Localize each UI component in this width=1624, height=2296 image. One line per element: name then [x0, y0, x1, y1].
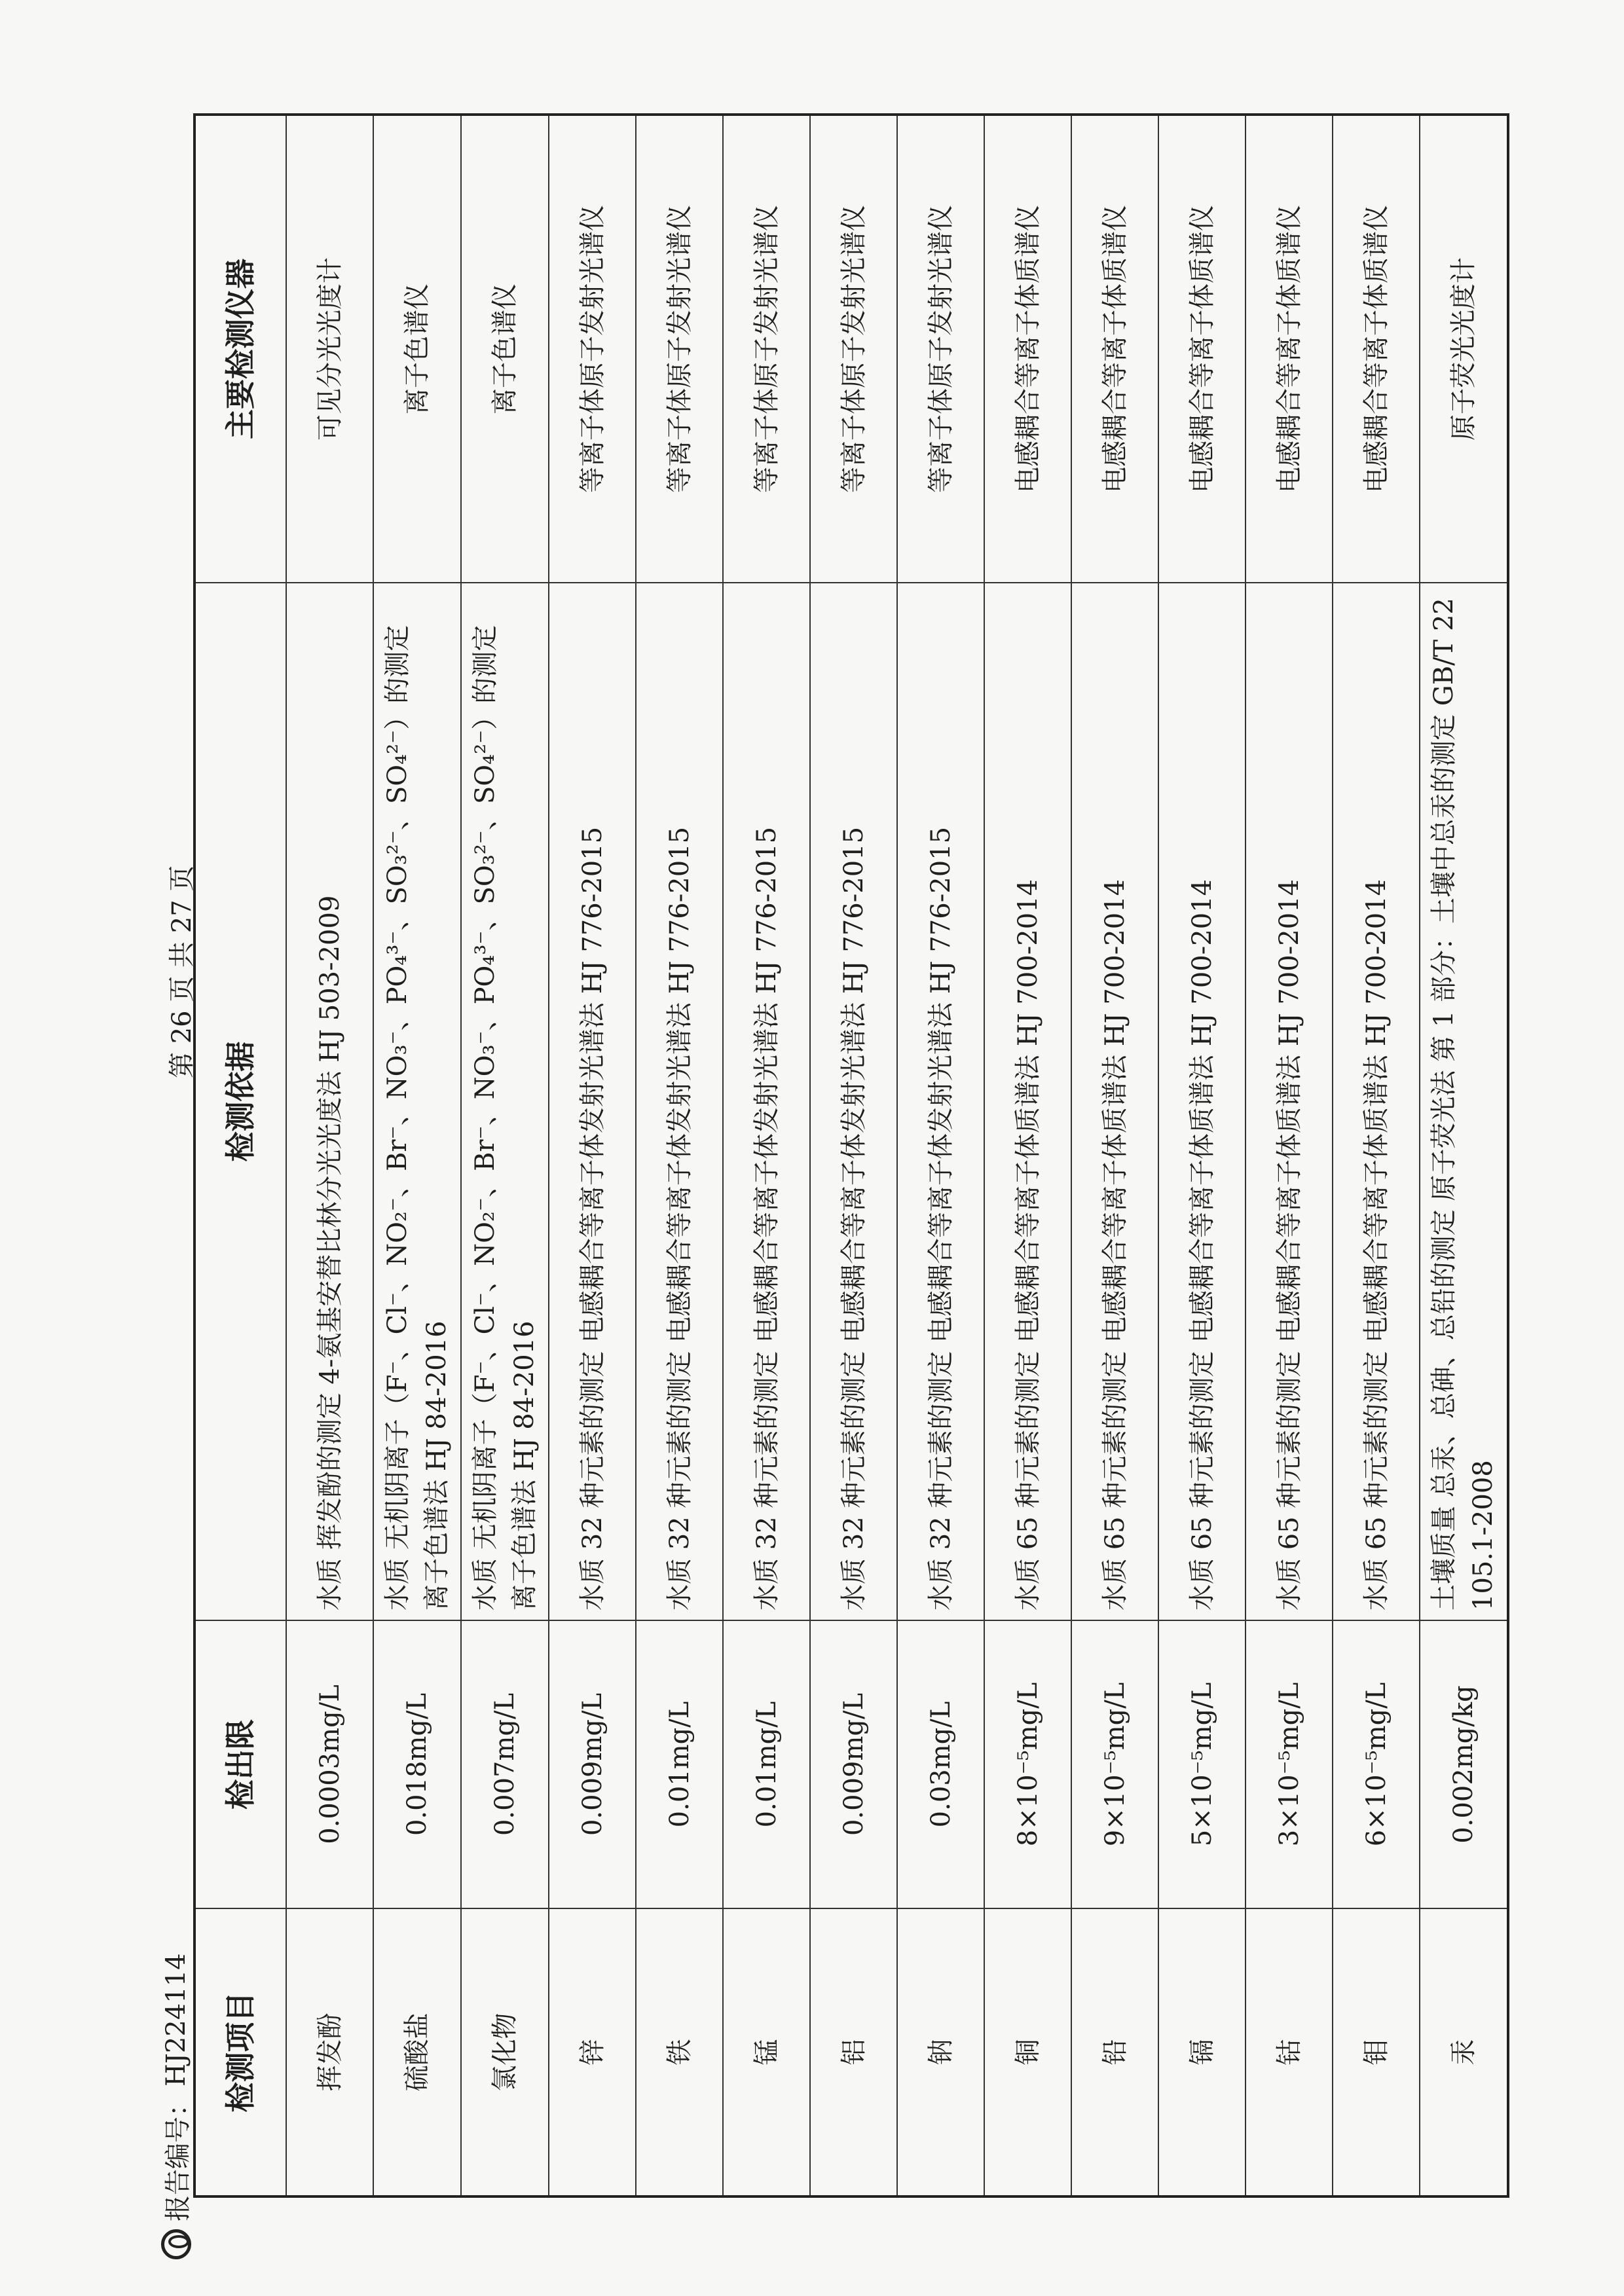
basis-cell: 水质 65 种元素的测定 电感耦合等离子体质谱法 HJ 700-2014 [1246, 583, 1333, 1620]
table-row [810, 115, 897, 2196]
item-cell: 锰 [723, 1908, 810, 2196]
limit-cell: 3×10⁻⁵mg/L [1246, 1620, 1333, 1908]
item-cell: 挥发酚 [286, 1908, 373, 2196]
column-header-limit: 检出限 [194, 1620, 286, 1908]
basis-cell: 水质 挥发酚的测定 4-氨基安替比林分光光度法 HJ 503-2009 [286, 583, 373, 1620]
company-logo-icon [161, 2229, 191, 2259]
instrument-cell: 离子色谱仪 [373, 115, 461, 583]
column-header-instrument: 主要检测仪器 [194, 115, 286, 583]
instrument-cell: 等离子体原子发射光谱仪 [810, 115, 897, 583]
instrument-cell: 等离子体原子发射光谱仪 [897, 115, 984, 583]
item-cell: 锌 [549, 1908, 636, 2196]
limit-cell: 0.002mg/kg [1420, 1620, 1508, 1908]
limit-cell: 5×10⁻⁵mg/L [1158, 1620, 1246, 1908]
table-row [1158, 115, 1246, 2196]
instrument-cell: 电感耦合等离子体质谱仪 [1158, 115, 1246, 583]
item-cell: 钴 [1246, 1908, 1333, 2196]
limit-cell: 0.03mg/L [897, 1620, 984, 1908]
item-cell: 镉 [1158, 1908, 1246, 2196]
limit-cell: 0.01mg/L [723, 1620, 810, 1908]
report-header [157, 1953, 194, 2259]
item-cell: 钠 [897, 1908, 984, 2196]
instrument-cell: 等离子体原子发射光谱仪 [636, 115, 723, 583]
item-cell: 钼 [1333, 1908, 1420, 2196]
basis-cell: 水质 无机阴离子（F⁻、Cl⁻、NO₂⁻、Br⁻、NO₃⁻、PO₄³⁻、SO₃²⁻、SO₄²⁻）的测定 离子色谱法 HJ 84-2016 [373, 583, 461, 1620]
limit-cell: 6×10⁻⁵mg/L [1333, 1620, 1420, 1908]
basis-cell: 水质 65 种元素的测定 电感耦合等离子体质谱法 HJ 700-2014 [1158, 583, 1246, 1620]
instrument-cell: 离子色谱仪 [461, 115, 549, 583]
instrument-cell: 可见分光光度计 [286, 115, 373, 583]
item-cell: 汞 [1420, 1908, 1508, 2196]
limit-cell: 9×10⁻⁵mg/L [1071, 1620, 1158, 1908]
instrument-cell: 电感耦合等离子体质谱仪 [1333, 115, 1420, 583]
basis-cell: 水质 32 种元素的测定 电感耦合等离子体发射光谱法 HJ 776-2015 [636, 583, 723, 1620]
basis-cell: 水质 65 种元素的测定 电感耦合等离子体质谱法 HJ 700-2014 [1071, 583, 1158, 1620]
instrument-cell: 等离子体原子发射光谱仪 [723, 115, 810, 583]
basis-cell: 水质 32 种元素的测定 电感耦合等离子体发射光谱法 HJ 776-2015 [810, 583, 897, 1620]
item-cell: 铝 [810, 1908, 897, 2196]
basis-cell: 水质 无机阴离子（F⁻、Cl⁻、NO₂⁻、Br⁻、NO₃⁻、PO₄³⁻、SO₃²⁻、SO₄²⁻）的测定 离子色谱法 HJ 84-2016 [461, 583, 549, 1620]
report-number-label: 报告编号： [163, 2090, 193, 2221]
table-row [461, 115, 549, 2196]
limit-cell: 0.0003mg/L [286, 1620, 373, 1908]
limit-cell: 0.009mg/L [810, 1620, 897, 1908]
table-row [897, 115, 984, 2196]
limit-cell: 0.018mg/L [373, 1620, 461, 1908]
instrument-cell: 电感耦合等离子体质谱仪 [984, 115, 1071, 583]
table-row [373, 115, 461, 2196]
basis-cell: 水质 32 种元素的测定 电感耦合等离子体发射光谱法 HJ 776-2015 [723, 583, 810, 1620]
test-method-table-container [193, 116, 1509, 2198]
table-row [723, 115, 810, 2196]
basis-cell: 土壤质量 总汞、总砷、总铅的测定 原子荧光法 第 1 部分：土壤中总汞的测定 GB/T 22105.1-2008 [1420, 583, 1508, 1620]
table-row [984, 115, 1071, 2196]
table-row [1420, 115, 1508, 2196]
basis-cell: 水质 32 种元素的测定 电感耦合等离子体发射光谱法 HJ 776-2015 [549, 583, 636, 1620]
basis-cell: 水质 65 种元素的测定 电感耦合等离子体质谱法 HJ 700-2014 [1333, 583, 1420, 1620]
table-row [636, 115, 723, 2196]
report-number: HJ224114 [160, 1953, 191, 2086]
instrument-cell: 等离子体原子发射光谱仪 [549, 115, 636, 583]
limit-cell: 0.007mg/L [461, 1620, 549, 1908]
limit-cell: 0.01mg/L [636, 1620, 723, 1908]
test-method-table [193, 113, 1509, 2198]
instrument-cell: 原子荧光光度计 [1420, 115, 1508, 583]
item-cell: 铜 [984, 1908, 1071, 2196]
item-cell: 铅 [1071, 1908, 1158, 2196]
basis-cell: 水质 32 种元素的测定 电感耦合等离子体发射光谱法 HJ 776-2015 [897, 583, 984, 1620]
item-cell: 硫酸盐 [373, 1908, 461, 2196]
table-header-row [194, 115, 286, 2196]
table-row [286, 115, 373, 2196]
limit-cell: 0.009mg/L [549, 1620, 636, 1908]
basis-cell: 水质 65 种元素的测定 电感耦合等离子体质谱法 HJ 700-2014 [984, 583, 1071, 1620]
column-header-basis: 检测依据 [194, 583, 286, 1620]
instrument-cell: 电感耦合等离子体质谱仪 [1246, 115, 1333, 583]
page-number: 第 26 页 共 27 页 [167, 865, 197, 1078]
column-header-item: 检测项目 [194, 1908, 286, 2196]
limit-cell: 8×10⁻⁵mg/L [984, 1620, 1071, 1908]
item-cell: 铁 [636, 1908, 723, 2196]
table-row [1071, 115, 1158, 2196]
instrument-cell: 电感耦合等离子体质谱仪 [1071, 115, 1158, 583]
item-cell: 氯化物 [461, 1908, 549, 2196]
table-row [1333, 115, 1420, 2196]
table-row [1246, 115, 1333, 2196]
table-row [549, 115, 636, 2196]
